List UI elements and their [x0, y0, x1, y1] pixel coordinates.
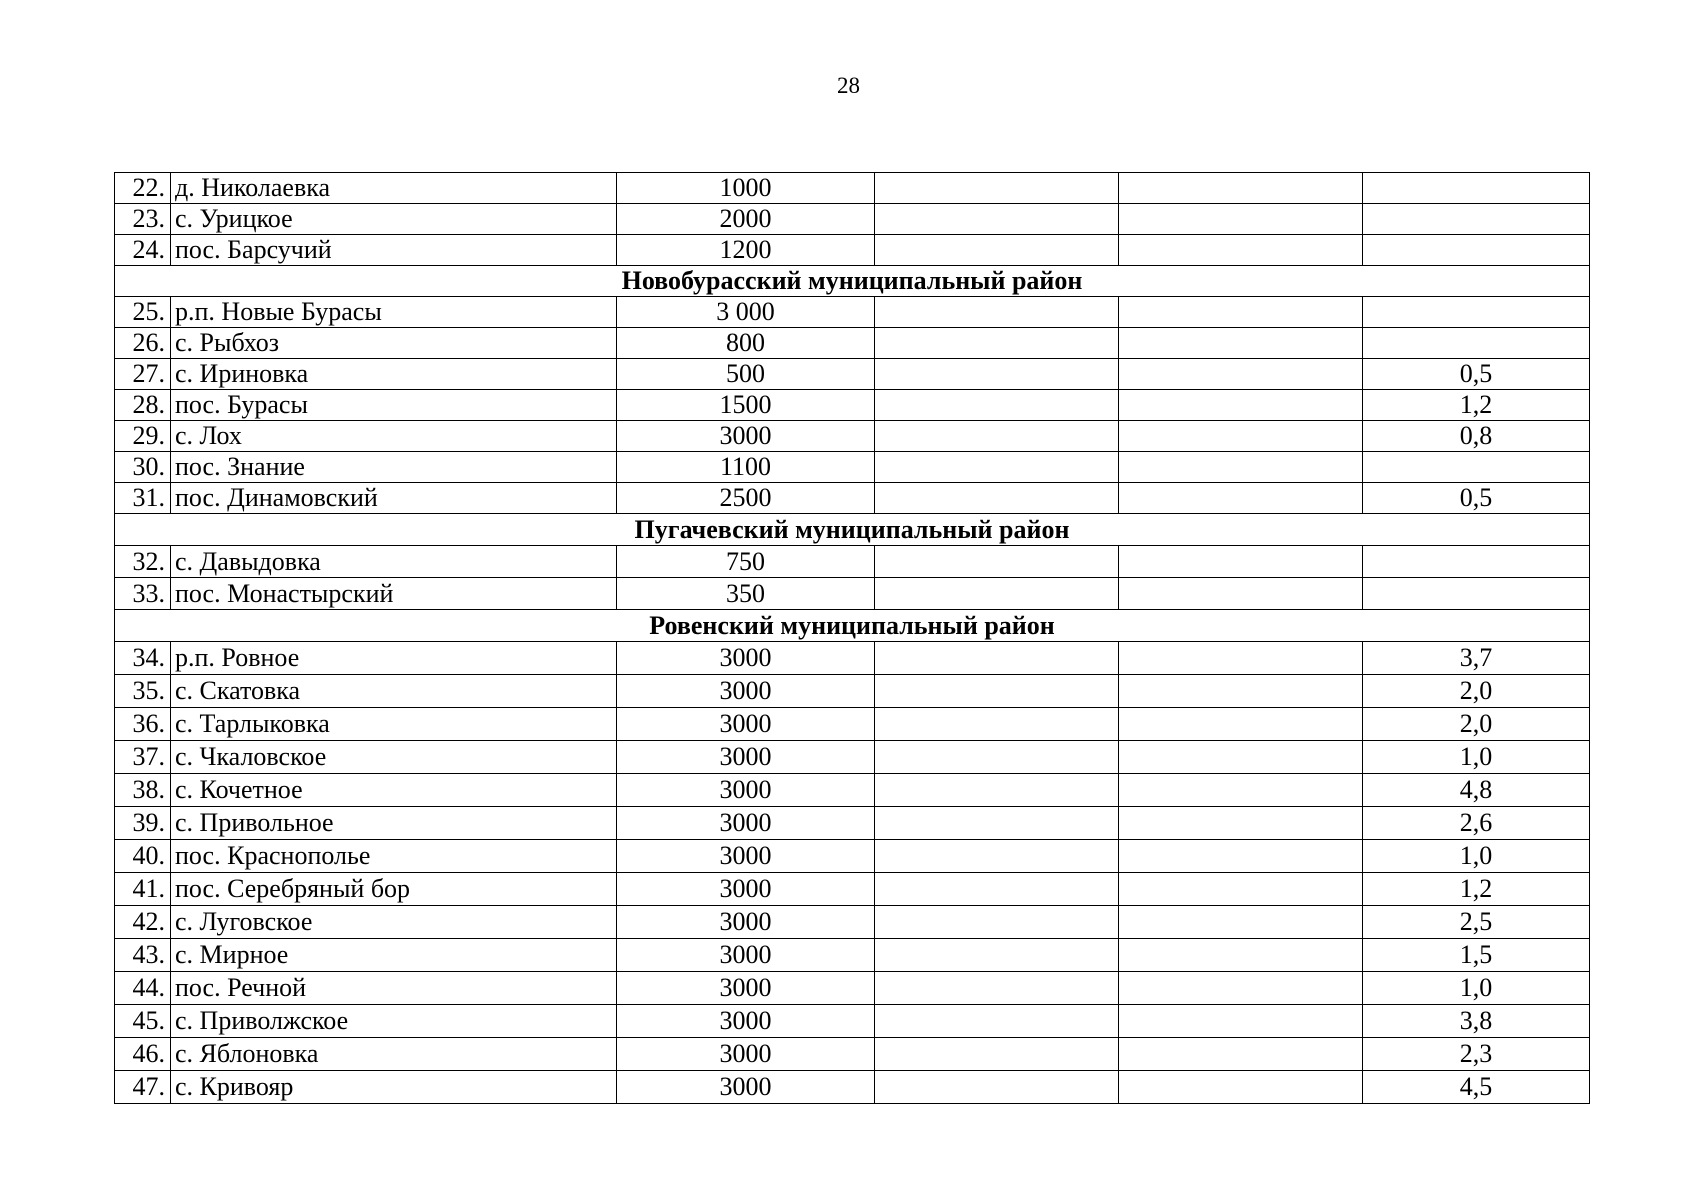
settlement-name: пос. Динамовский	[171, 483, 617, 514]
settlement-name: р.п. Новые Бурасы	[171, 297, 617, 328]
column-6-value	[1363, 578, 1590, 610]
row-number: 35.	[115, 675, 171, 708]
column-4-value	[875, 359, 1119, 390]
column-6-value	[1363, 204, 1590, 235]
population-value: 3000	[617, 642, 875, 675]
population-value: 3000	[617, 675, 875, 708]
column-5-value	[1119, 1071, 1363, 1104]
row-number: 34.	[115, 642, 171, 675]
district-header: Ровенский муниципальный район	[115, 610, 1590, 642]
row-number: 42.	[115, 906, 171, 939]
column-5-value	[1119, 873, 1363, 906]
population-value: 3000	[617, 708, 875, 741]
table-row	[115, 173, 1590, 204]
column-4-value	[875, 939, 1119, 972]
row-number: 38.	[115, 774, 171, 807]
column-4-value	[875, 774, 1119, 807]
page-number: 28	[837, 73, 860, 98]
settlement-name: пос. Речной	[171, 972, 617, 1005]
population-value: 3000	[617, 741, 875, 774]
row-number: 25.	[115, 297, 171, 328]
column-4-value	[875, 173, 1119, 204]
population-value: 3000	[617, 1071, 875, 1104]
district-header: Новобурасский муниципальный район	[115, 266, 1590, 297]
settlement-name: д. Николаевка	[171, 173, 617, 204]
district-header: Пугачевский муниципальный район	[115, 514, 1590, 546]
column-6-value: 1,0	[1363, 972, 1590, 1005]
table-row	[115, 642, 1590, 675]
column-4-value	[875, 840, 1119, 873]
column-5-value	[1119, 642, 1363, 675]
column-6-value: 2,5	[1363, 906, 1590, 939]
row-number: 32.	[115, 546, 171, 578]
population-value: 3000	[617, 972, 875, 1005]
row-number: 45.	[115, 1005, 171, 1038]
table-body	[115, 173, 1590, 1104]
column-4-value	[875, 807, 1119, 840]
table-row	[115, 774, 1590, 807]
row-number: 29.	[115, 421, 171, 452]
row-number: 43.	[115, 939, 171, 972]
column-5-value	[1119, 390, 1363, 421]
row-number: 40.	[115, 840, 171, 873]
settlement-name: с. Кочетное	[171, 774, 617, 807]
row-number: 46.	[115, 1038, 171, 1071]
column-5-value	[1119, 546, 1363, 578]
column-6-value	[1363, 546, 1590, 578]
settlement-name: пос. Знание	[171, 452, 617, 483]
column-5-value	[1119, 741, 1363, 774]
table-row	[115, 546, 1590, 578]
column-5-value	[1119, 328, 1363, 359]
table-row	[115, 708, 1590, 741]
column-6-value	[1363, 297, 1590, 328]
column-5-value	[1119, 297, 1363, 328]
table-row	[115, 235, 1590, 266]
table-row	[115, 359, 1590, 390]
row-number: 41.	[115, 873, 171, 906]
row-number: 36.	[115, 708, 171, 741]
table-row	[115, 906, 1590, 939]
settlement-name: с. Давыдовка	[171, 546, 617, 578]
column-6-value	[1363, 173, 1590, 204]
table-row	[115, 297, 1590, 328]
column-5-value	[1119, 359, 1363, 390]
column-4-value	[875, 972, 1119, 1005]
population-value: 3000	[617, 906, 875, 939]
column-6-value: 2,0	[1363, 675, 1590, 708]
column-6-value	[1363, 328, 1590, 359]
population-value: 350	[617, 578, 875, 610]
row-number: 39.	[115, 807, 171, 840]
settlement-name: с. Урицкое	[171, 204, 617, 235]
population-value: 3000	[617, 807, 875, 840]
settlement-name: пос. Монастырский	[171, 578, 617, 610]
table-row	[115, 578, 1590, 610]
column-5-value	[1119, 774, 1363, 807]
column-5-value	[1119, 421, 1363, 452]
column-4-value	[875, 328, 1119, 359]
column-5-value	[1119, 939, 1363, 972]
column-5-value	[1119, 1005, 1363, 1038]
table-row	[115, 741, 1590, 774]
column-6-value: 1,0	[1363, 741, 1590, 774]
column-4-value	[875, 483, 1119, 514]
column-6-value: 2,6	[1363, 807, 1590, 840]
settlement-name: с. Привольное	[171, 807, 617, 840]
column-5-value	[1119, 204, 1363, 235]
settlement-name: с. Тарлыковка	[171, 708, 617, 741]
settlement-name: с. Приволжское	[171, 1005, 617, 1038]
row-number: 23.	[115, 204, 171, 235]
column-5-value	[1119, 972, 1363, 1005]
district-header-row	[115, 610, 1590, 642]
column-4-value	[875, 235, 1119, 266]
column-4-value	[875, 297, 1119, 328]
column-4-value	[875, 1071, 1119, 1104]
column-5-value	[1119, 1038, 1363, 1071]
settlement-name: пос. Бурасы	[171, 390, 617, 421]
column-6-value: 1,5	[1363, 939, 1590, 972]
column-6-value: 3,7	[1363, 642, 1590, 675]
population-value: 1200	[617, 235, 875, 266]
settlement-name: с. Рыбхоз	[171, 328, 617, 359]
settlement-name: с. Яблоновка	[171, 1038, 617, 1071]
table-row	[115, 1005, 1590, 1038]
settlement-name: с. Кривояр	[171, 1071, 617, 1104]
column-5-value	[1119, 483, 1363, 514]
settlement-name: с. Чкаловское	[171, 741, 617, 774]
column-4-value	[875, 452, 1119, 483]
population-value: 3000	[617, 840, 875, 873]
population-value: 1500	[617, 390, 875, 421]
population-value: 3000	[617, 873, 875, 906]
column-6-value	[1363, 235, 1590, 266]
column-4-value	[875, 204, 1119, 235]
district-header-row	[115, 266, 1590, 297]
population-value: 800	[617, 328, 875, 359]
table-row	[115, 483, 1590, 514]
row-number: 33.	[115, 578, 171, 610]
column-5-value	[1119, 452, 1363, 483]
table-row	[115, 873, 1590, 906]
column-4-value	[875, 1038, 1119, 1071]
column-4-value	[875, 906, 1119, 939]
column-6-value: 2,3	[1363, 1038, 1590, 1071]
settlement-name: пос. Барсучий	[171, 235, 617, 266]
row-number: 30.	[115, 452, 171, 483]
column-4-value	[875, 1005, 1119, 1038]
column-6-value: 3,8	[1363, 1005, 1590, 1038]
column-6-value: 0,5	[1363, 483, 1590, 514]
table-row	[115, 204, 1590, 235]
column-6-value: 0,8	[1363, 421, 1590, 452]
table-row	[115, 939, 1590, 972]
row-number: 26.	[115, 328, 171, 359]
table-row	[115, 1071, 1590, 1104]
row-number: 44.	[115, 972, 171, 1005]
column-6-value: 4,5	[1363, 1071, 1590, 1104]
table-row	[115, 421, 1590, 452]
population-value: 3000	[617, 421, 875, 452]
column-4-value	[875, 390, 1119, 421]
column-4-value	[875, 873, 1119, 906]
population-value: 750	[617, 546, 875, 578]
population-value: 1100	[617, 452, 875, 483]
column-5-value	[1119, 675, 1363, 708]
table-row	[115, 328, 1590, 359]
column-5-value	[1119, 173, 1363, 204]
table-row	[115, 807, 1590, 840]
settlement-name: с. Лох	[171, 421, 617, 452]
table-row	[115, 972, 1590, 1005]
settlement-name: р.п. Ровное	[171, 642, 617, 675]
column-5-value	[1119, 708, 1363, 741]
column-6-value: 0,5	[1363, 359, 1590, 390]
population-value: 3 000	[617, 297, 875, 328]
column-6-value: 4,8	[1363, 774, 1590, 807]
column-4-value	[875, 421, 1119, 452]
settlement-name: с. Мирное	[171, 939, 617, 972]
table-row	[115, 840, 1590, 873]
table-row	[115, 1038, 1590, 1071]
population-value: 3000	[617, 939, 875, 972]
column-4-value	[875, 708, 1119, 741]
column-5-value	[1119, 578, 1363, 610]
column-4-value	[875, 546, 1119, 578]
column-4-value	[875, 578, 1119, 610]
population-value: 500	[617, 359, 875, 390]
row-number: 37.	[115, 741, 171, 774]
column-6-value: 2,0	[1363, 708, 1590, 741]
column-5-value	[1119, 906, 1363, 939]
district-header-row	[115, 514, 1590, 546]
population-value: 3000	[617, 774, 875, 807]
population-value: 2000	[617, 204, 875, 235]
settlements-table	[114, 172, 1590, 1104]
settlement-name: пос. Краснополье	[171, 840, 617, 873]
column-6-value: 1,2	[1363, 873, 1590, 906]
row-number: 47.	[115, 1071, 171, 1104]
table-row	[115, 452, 1590, 483]
column-6-value: 1,0	[1363, 840, 1590, 873]
row-number: 28.	[115, 390, 171, 421]
settlement-name: с. Ириновка	[171, 359, 617, 390]
column-5-value	[1119, 840, 1363, 873]
settlement-name: пос. Серебряный бор	[171, 873, 617, 906]
row-number: 27.	[115, 359, 171, 390]
column-5-value	[1119, 807, 1363, 840]
population-value: 3000	[617, 1038, 875, 1071]
table-row	[115, 390, 1590, 421]
table-row	[115, 675, 1590, 708]
row-number: 24.	[115, 235, 171, 266]
column-4-value	[875, 741, 1119, 774]
column-4-value	[875, 675, 1119, 708]
column-6-value	[1363, 452, 1590, 483]
column-5-value	[1119, 235, 1363, 266]
column-6-value: 1,2	[1363, 390, 1590, 421]
column-4-value	[875, 642, 1119, 675]
population-value: 3000	[617, 1005, 875, 1038]
settlement-name: с. Луговское	[171, 906, 617, 939]
population-value: 1000	[617, 173, 875, 204]
population-value: 2500	[617, 483, 875, 514]
row-number: 31.	[115, 483, 171, 514]
row-number: 22.	[115, 173, 171, 204]
settlement-name: с. Скатовка	[171, 675, 617, 708]
